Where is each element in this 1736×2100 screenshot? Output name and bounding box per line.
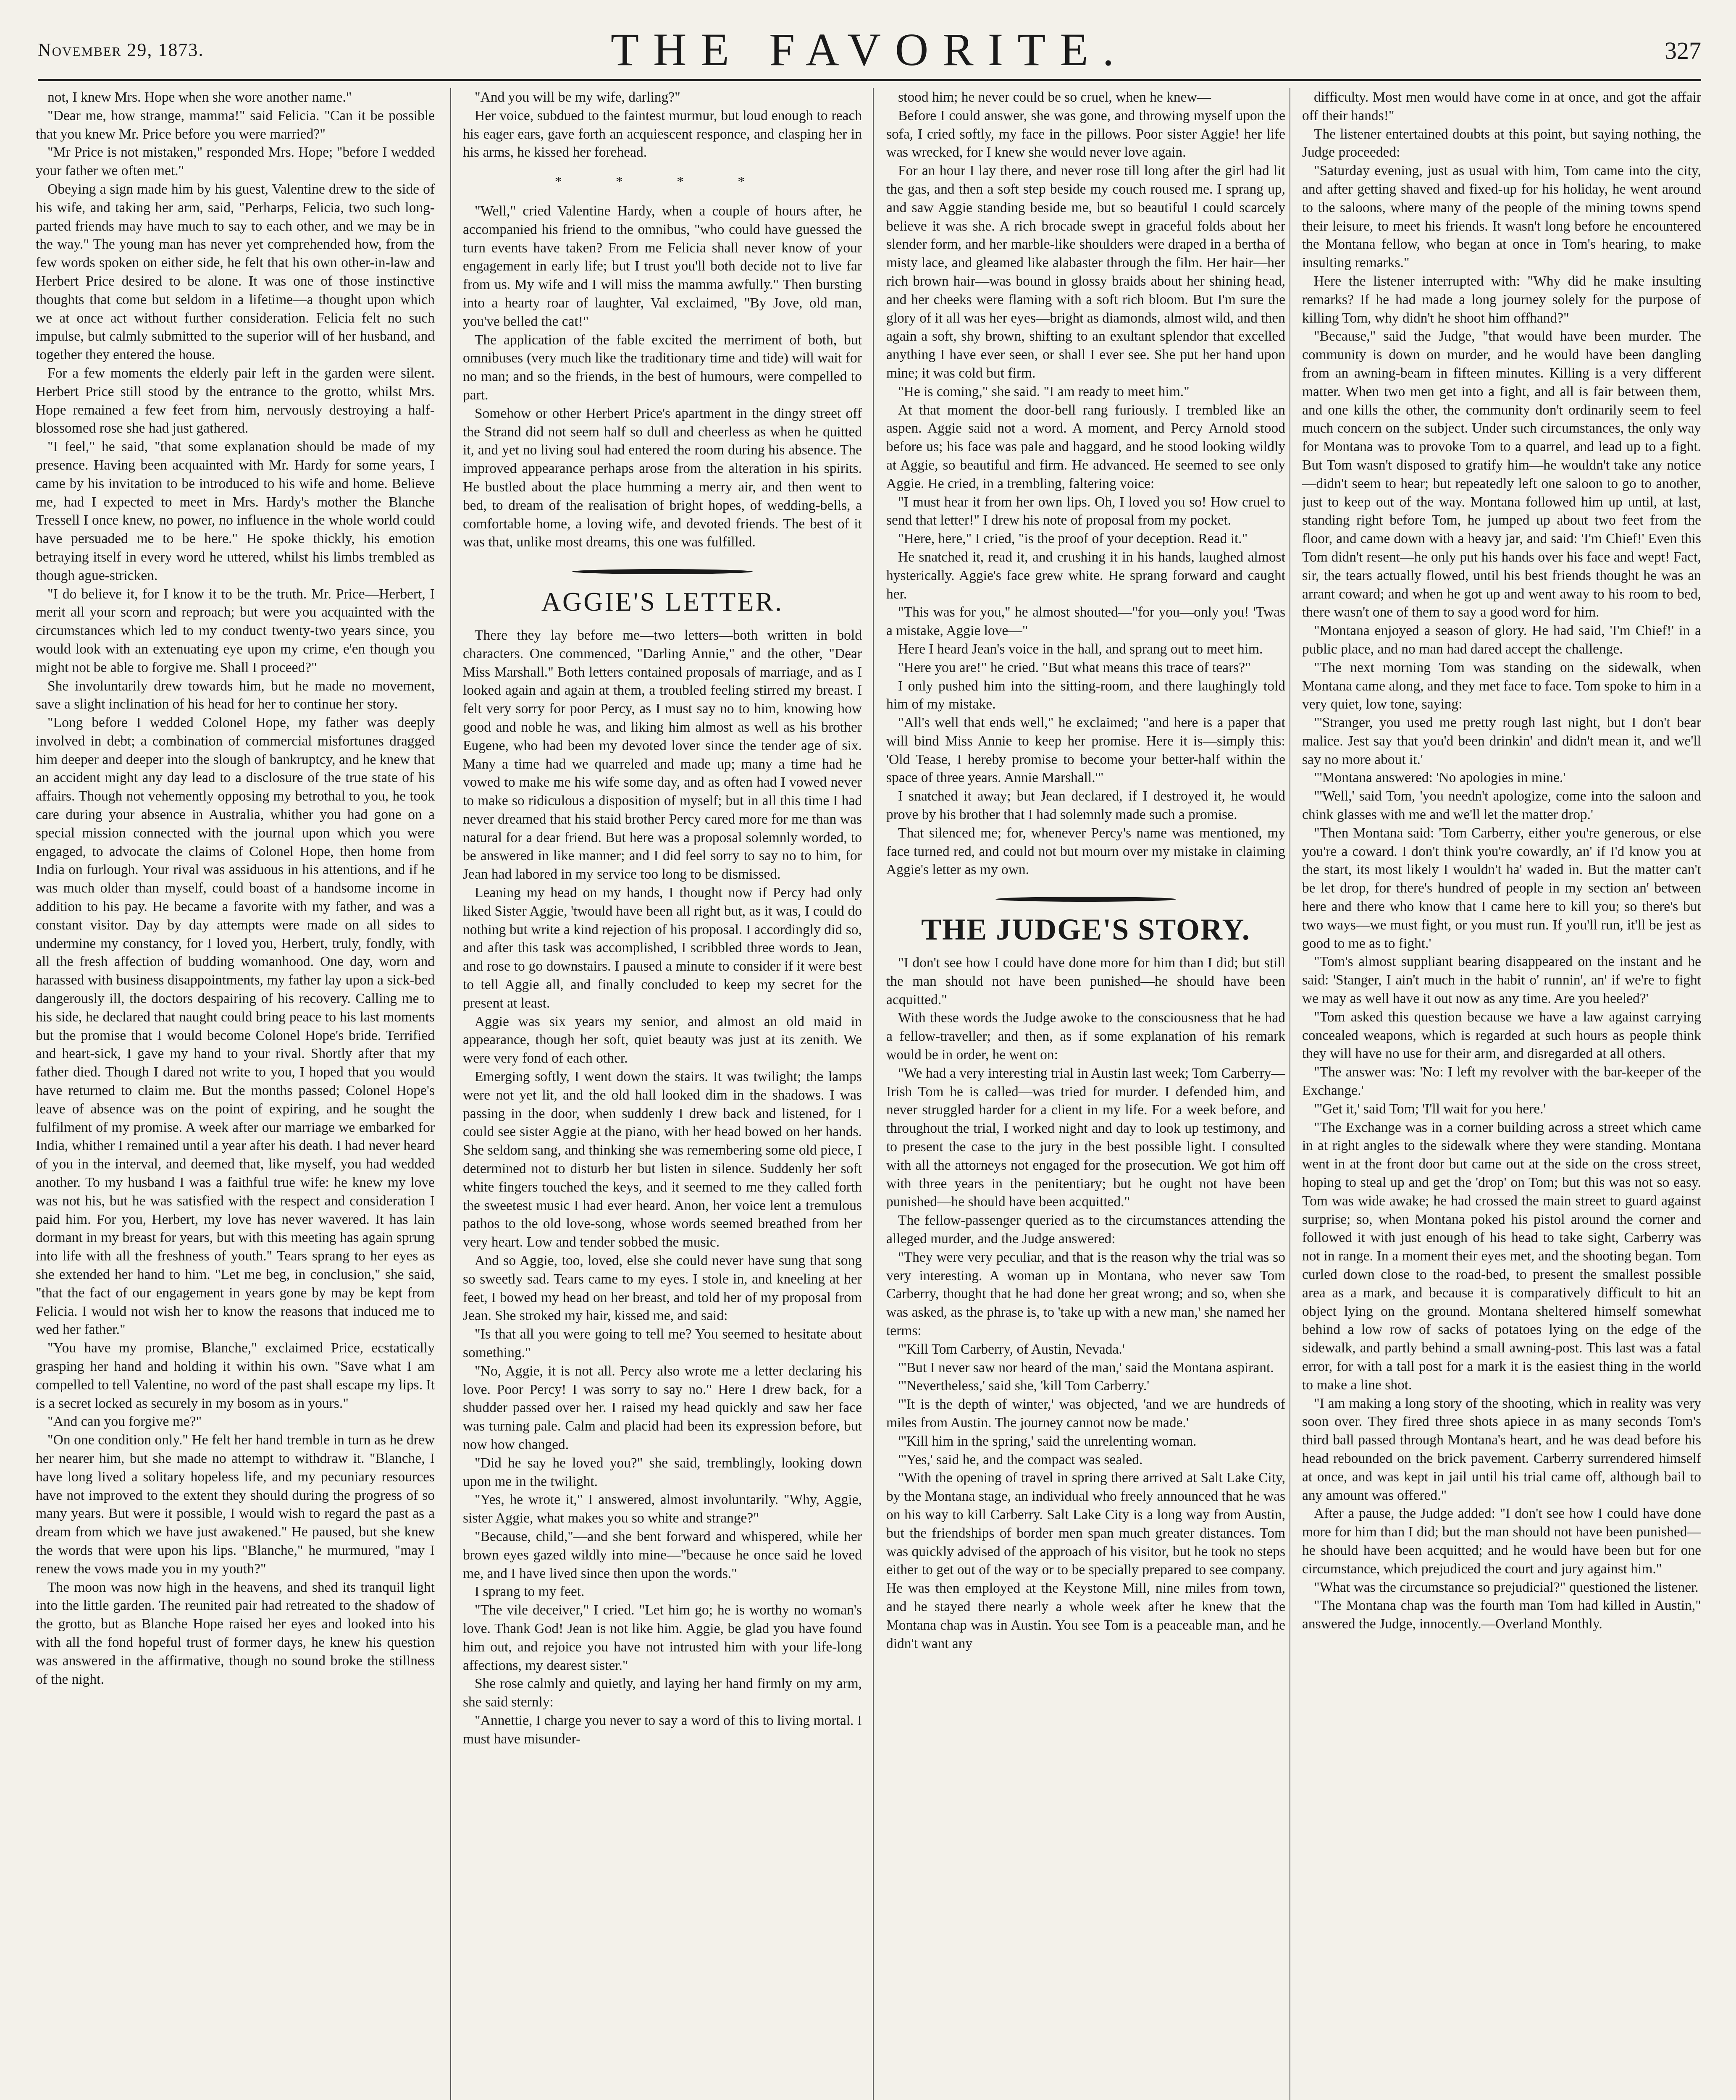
paragraph: Aggie was six years my senior, and almost an old maid in appearance, though her soft, quiet beauty was just at its zenith. We were very fond of each other. bbox=[463, 1013, 862, 1066]
paragraph: Before I could answer, she was gone, and throwing myself upon the sofa, I cried softly, my face in the pillows. Poor sister Aggie! her life was wrecked, for I knew she would never love again. bbox=[886, 108, 1285, 160]
paragraph: "'Stranger, you used me pretty rough last night, but I don't bear malice. Jest say that you'd been drinkin' and didn't mean it, and we'll say no more about it.' bbox=[1302, 715, 1701, 767]
paragraph: "Tom's almost suppliant bearing disappeared on the instant and he said: 'Stanger, I ain't much in the habit o' runnin', an' if we're to fight we may as well have it out now as any time. Are you heeled?' bbox=[1302, 954, 1701, 1007]
story-ending bbox=[463, 88, 862, 162]
aggies-letter-body bbox=[463, 626, 862, 1748]
paragraph: And so Aggie, too, loved, else she could never have sung that song so sweetly sad. Tears came to my eyes. I stole in, and kneeling at her feet, I bowed my head on her breast, and told her of my proposal from Jean. She stroked my hair, kissed me, and said: bbox=[463, 1253, 862, 1324]
paragraph: not, I knew Mrs. Hope when she wore another name." bbox=[47, 89, 352, 105]
paragraph: That silenced me; for, whenever Percy's name was mentioned, my face turned red, and could not but mourn over my mistake in claiming Aggie's letter as my own. bbox=[886, 825, 1285, 878]
paragraph: Obeying a sign made him by his guest, Valentine drew to the side of his wife, and taking her arm, said, "Perharps, Felicia, two such long-parted friends may have much to say to each other, and we may be in the way." The young man has never yet comprehended how, from the few words spoken on either side, he felt that his own other-in-law and Herbert Price desired to be alone. It was one of those instinctive thoughts that come but seldom in a lifetime—a thought upon which we at once act without further consideration. Felicia felt no such impulse, but calmly submitted to the superior will of her husband, and together they entered the house. bbox=[36, 181, 435, 363]
paragraph: "I do believe it, for I know it to be the truth. Mr. Price—Herbert, I merit all your scorn and reproach; but were you acquainted with the circumstances which led to my conduct twenty-two years since, you would look with an extenuating eye upon my crime, e'en though you might not be able to forgive me. Shall I proceed?" bbox=[36, 586, 435, 675]
article-heading-aggies-letter: AGGIE'S LETTER. bbox=[541, 586, 784, 617]
paragraph: "Well," cried Valentine Hardy, when a couple of hours after, he accompanied his friend to the omnibus, "who could have guessed the turn events have taken? From me Felicia shall never know of your engagement in early life; but I trust you'll both decide not to live far from us. My wife and I will miss the mamma awfully." Then bursting into a hearty roar of laughter, Val exclaimed, "By Jove, old man, you've belled the cat!" bbox=[463, 203, 862, 329]
paragraph: Her voice, subdued to the faintest murmur, but loud enough to reach his eager ears, gave forth an acquiescent responce, and clasping her in his arms, he kissed her forehead. bbox=[463, 108, 862, 160]
paragraph: "You have my promise, Blanche," exclaimed Price, ecstatically grasping her hand and holding it within his own. "Save what I am compelled to tell Valentine, no word of the past shall escape my lips. It is a secret locked as securely in my bosom as in yours." bbox=[36, 1340, 435, 1411]
paragraph: "We had a very interesting trial in Austin last week; Tom Carberry—Irish Tom he is called—was tried for murder. I defended him, and never struggled harder for a client in my life. For a week before, and throughout the trial, I worked night and day to look up testimony, and to present the case to the jury in the best possible light. I consulted with all the attorneys not engaged for the prosecution. We got him off with three years in the penitentiary; but he ought not have been punished—he should have been acquitted." bbox=[886, 1065, 1285, 1210]
column-divider bbox=[450, 88, 451, 2100]
paragraph: "They were very peculiar, and that is the reason why the trial was so very interesting. A woman up in Montana, who never saw Tom Carberry, thought that he had done her great wrong; and so, when she was asked, as the phrase is, to 'take up with a new man,' she named her terms: bbox=[886, 1249, 1285, 1339]
masthead bbox=[38, 23, 1701, 82]
paragraph: "On one condition only." He felt her hand tremble in turn as he drew her nearer him, but she made no attempt to withdraw it. "Blanche, I have long lived a solitary hopeless life, and my pecuniary resources have not improved to the extent they should during the progress of so many years. But were it possible, I would wish to regard the past as a dream from which we have just awakened." He paused, but she knew the words that were upon his lips. "Blanche," he murmured, "may I renew the vows made you in my youth?" bbox=[36, 1432, 435, 1577]
paragraph: "Tom asked this question because we have a law against carrying concealed weapons, which is regarded at such hours as people think they will have no use for their arm, and disregarded at all others. bbox=[1302, 1009, 1701, 1062]
paragraph: "Because, child,"—and she bent forward and whispered, while her brown eyes gazed wildly into mine—"because he once said he loved me, and I have lived since then upon the words." bbox=[463, 1528, 862, 1581]
paragraph: For an hour I lay there, and never rose till long after the girl had lit the gas, and then a soft step beside my couch roused me. I sprang up, and saw Aggie standing beside me, but so beautiful I could scarcely believe it was she. A rich brocade swept in graceful folds about her slender form, and her marble-like shoulders were draped in a bertha of misty lace, and gleamed like alabaster through the film. Her hair—her rich brown hair—was bound in glossy braids about her shining head, and her cheeks were flaming with a soft rich bloom. But I'm sure the glory of it all was her eyes—bright as diamonds, almost wild, and then again a soft, shy brown, shifting to an exultant splendor that excelled anything I have ever seen, or shall I ever see. She put her hand upon mine; it was cold but firm. bbox=[886, 163, 1285, 381]
ornamental-rule bbox=[886, 888, 1285, 907]
page-number: 327 bbox=[1665, 37, 1701, 64]
masthead-rule bbox=[38, 79, 1701, 81]
paragraph: "I must hear it from her own lips. Oh, I loved you so! How cruel to send that letter!" I drew his note of proposal from my pocket. bbox=[886, 494, 1285, 528]
paragraph: "All's well that ends well," he exclaimed; "and here is a paper that will bind Miss Annie to keep her promise. Here it is—simply this: 'Old Tease, I hereby promise to become your better-half within the space of three years. Annie Marshall.'" bbox=[886, 715, 1285, 786]
paragraph: "'Kill Tom Carberry, of Austin, Nevada.' bbox=[898, 1341, 1125, 1357]
paragraph: "And can you forgive me?" bbox=[47, 1414, 202, 1430]
paragraph: "The answer was: 'No: I left my revolver with the bar-keeper of the Exchange.' bbox=[1302, 1064, 1701, 1099]
column-2 bbox=[463, 88, 862, 2100]
column-4 bbox=[1302, 88, 1701, 2100]
paragraph: Emerging softly, I went down the stairs. It was twilight; the lamps were not yet lit, and the old hall looked dim in the shadows. I was passing in the door, when suddenly I drew back and listened, for I could see sister Aggie at the piano, with her head bowed on her hands. She seldom sang, and thinking she was remembering some old piece, I determined not to disturb her but listen in silence. Suddenly her soft white fingers touched the keys, and it seemed to me they called forth the sweetest music I had ever heard. Anon, her voice lent a tremulous pathos to the old love-song, whose words seemed breathed from her very heart. Low and tender sobbed the music. bbox=[463, 1069, 862, 1250]
paragraph: stood him; he never could be so cruel, when he knew— bbox=[898, 89, 1211, 105]
column-3 bbox=[886, 88, 1285, 2100]
paragraph: "The Montana chap was the fourth man Tom had killed in Austin," answered the Judge, innocently.—Overland Monthly. bbox=[1302, 1598, 1701, 1632]
paragraph: Here I heard Jean's voice in the hall, and sprang out to meet him. bbox=[898, 641, 1263, 657]
paragraph: Here the listener interrupted with: "Why did he make insulting remarks? If he had made a long journey solely for the purpose of killing Tom, why didn't he shoot him offhand?" bbox=[1302, 273, 1701, 326]
paragraph: "Because," said the Judge, "that would have been murder. The community is down on murder, and he would have been dangling from an awning-beam in fifteen minutes. Killing is a very different matter. When two men get into a fight, and all is fair between them, and one kills the other, the community don't ordinarily seem to feel much concern on the subject. Under such circumstances, the only way for Montana was to provoke Tom to a quarrel, and lead up to a fight. But Tom wasn't disposed to gratify him—he wouldn't take any notice—didn't seem to hear; but repeatedly left one saloon to go to another, just to keep out of the way. Montana followed him up until, at last, standing right before Tom, he jumped up about two feet from the floor, and came down with a heavy jar, and said: 'I'm Chief!' Even this Tom didn't resent—he only put his hands over his face and wept! Fact, sir, the tears actually flowed, until his best friends thought he was an arrant coward; and when he got up and went away to his room to bed, there wasn't one of them to say a good word for him. bbox=[1302, 328, 1701, 620]
paragraph: "Then Montana said: 'Tom Carberry, either you're generous, or else you're a coward. I don't think you're cowardly, an' if I'd know you at the start, its most likely I wouldn't ha' waded in. But the matter can't be let drop, for there's hundred of people in my section an' between here and there who know that I came here to kill you; so there's but two ways—we must fight, or you must run. If you'll run, it'll be jest as good to me as to fight.' bbox=[1302, 825, 1701, 951]
paragraph: I snatched it away; but Jean declared, if I destroyed it, he would prove by his brother that I had solemnly made such a promise. bbox=[886, 788, 1285, 823]
paragraph: "Dear me, how strange, mamma!" said Felicia. "Can it be possible that you knew Mr. Price before you were married?" bbox=[36, 108, 435, 142]
paragraph: difficulty. Most men would have come in at once, and got the affair off their hands!" bbox=[1302, 89, 1701, 123]
paragraph: "Did he say he loved you?" she said, tremblingly, looking down upon me in the twilight. bbox=[463, 1455, 862, 1489]
paragraph: "Annettie, I charge you never to say a word of this to living mortal. I must have misunder- bbox=[463, 1712, 862, 1747]
paragraph: Leaning my head on my hands, I thought now if Percy had only liked Sister Aggie, 'twould have been all right but, as it was, I could do nothing but write a kind rejection of his proposal. I accordingly did so, and after this task was accomplished, I scribbled three words to Jean, and rose to go downstairs. I paused a minute to consider if it were best to tell Aggie all, and finally concluded to keep my secret for the present at least. bbox=[463, 885, 862, 1011]
paragraph: "Yes, he wrote it," I answered, almost involuntarily. "Why, Aggie, sister Aggie, what makes you so white and strange?" bbox=[463, 1492, 862, 1526]
paragraph: The listener entertained doubts at this point, but saying nothing, the Judge proceeded: bbox=[1302, 126, 1701, 160]
paragraph: "Here you are!" he cried. "But what means this trace of tears?" bbox=[898, 659, 1251, 675]
newspaper-title: THE FAVORITE. bbox=[610, 24, 1129, 75]
paragraph: The application of the fable excited the merriment of both, but omnibuses (very much like the traditionary time and tide) will wait for no man; and so the friends, in the best of humours, were compelled to part. bbox=[463, 332, 862, 403]
story-continuation bbox=[36, 88, 435, 1688]
paragraph: "'Well,' said Tom, 'you needn't apologize, come into the saloon and chink glasses with me and we'll let the matter drop.' bbox=[1302, 788, 1701, 823]
paragraph: "Is that all you were going to tell me? You seemed to hesitate about something." bbox=[463, 1326, 862, 1360]
aggies-letter-continued bbox=[886, 88, 1285, 879]
paragraph: "With the opening of travel in spring there arrived at Salt Lake City, by the Montana stage, an individual who freely announced that he was on his way to kill Carberry. Salt Lake City is a long way from Austin, but the friendships of border men span much greater distances. Tom was quickly advised of the approach of his visitor, but he took no steps either to get out of the way or to be specially prepared to see company. He was then employed at the Keystone Mill, nine miles from town, and he stayed there nearly a whole week after he knew that the Montana chap was in Austin. You see Tom is a peaceable man, and he didn't want any bbox=[886, 1470, 1285, 1651]
column-1 bbox=[36, 88, 435, 2100]
paragraph: With these words the Judge awoke to the consciousness that he had a fellow-traveller; and then, as if some explanation of his remark would be in order, he went on: bbox=[886, 1010, 1285, 1063]
paragraph: She involuntarily drew towards him, but he made no movement, save a slight inclination of his head for her to continue her story. bbox=[36, 678, 435, 712]
paragraph: "I am making a long story of the shooting, which in reality was very soon over. They fired three shots apiece in as many seconds Tom's third ball passed through Montana's heart, and he was dead before his head rebounded on the brick pavement. Carberry surrendered himself at once, and was kept in jail until his trial came off, although bail to any amount was offered." bbox=[1302, 1395, 1701, 1503]
paragraph: "Long before I wedded Colonel Hope, my father was deeply involved in debt; a combination of commercial misfortunes dragged him deeper and deeper into the slough of bankruptcy, and he knew that an accident might any day lead to a disclosure of the true state of his affairs. Though not vehemently opposing my betrothal to you, he took care during your absence in Australia, whither you had gone on a special mission connected with the journal upon which you were engaged, to advocate the claims of Colonel Hope, then home from India on furlough. Your rival was assiduous in his attentions, and if he was much older than myself, could boast of a handsome income in addition to his pay. He became a favorite with my father, and was a constant visitor. Day by day attempts were made on all sides to undermine my constancy, for I loved you, Herbert, truly, fondly, with all the fresh affection of budding womanhood. One day, worn and harassed with business disappointments, my father lay upon a sick-bed dangerously ill, the doctors despairing of his recovery. Calling me to his side, he declared that naught could bring peace to his last moments but the promise that I would become Colonel Hope's bride. Terrified and heart-sick, I gave my hand to your rival. Shortly after that my father died. Though I dared not write to you, I hoped that you would have returned to claim me. But the months passed; Colonel Hope's leave of absence was on the point of expiring, and he sought the fulfilment of my promise. A week after our marriage we embarked for India, whither I remained until a year after his death. I had never heard of you in the interval, and deemed that, like myself, you had wedded another. To my husband I was a faithful true wife: he knew my love was not his, but he was satisfied with the respect and consideration I paid him. For you, Herbert, my love has never wavered. It has lain dormant in my breast for years, but with this meeting has again sprung into life with all the freshness of youth." Tears sprang to her eyes as she extended her hand to him. "Let me beg, in conclusion," she said, "that the fact of our engagement in years gone by may be kept from Felicia. I would not wish her to know the reasons that induced me to wed her father." bbox=[36, 715, 435, 1338]
paragraph: I only pushed him into the sitting-room, and there laughingly told him of my mistake. bbox=[886, 678, 1285, 712]
paragraph: "'But I never saw nor heard of the man,' said the Montana aspirant. bbox=[898, 1360, 1274, 1376]
ornamental-rule bbox=[463, 561, 862, 579]
story-ending-continued bbox=[463, 202, 862, 551]
paragraph: "He is coming," she said. "I am ready to meet him." bbox=[898, 383, 1190, 399]
paragraph: "'Yes,' said he, and the compact was sealed. bbox=[898, 1452, 1143, 1467]
paragraph: I sprang to my feet. bbox=[475, 1584, 585, 1600]
column-divider bbox=[873, 88, 874, 2100]
paragraph: "This was for you," he almost shouted—"for you—only you! 'Twas a mistake, Aggie love—" bbox=[886, 604, 1285, 639]
paragraph: "Here, here," I cried, "is the proof of your deception. Read it." bbox=[898, 531, 1248, 547]
paragraph: The moon was now high in the heavens, and shed its tranquil light into the little garden. The reunited pair had retreated to the shadow of the grotto, but as Blanche Hope raised her eyes and looked into his with all the fond hopeful trust of former days, he knew his question was answered in the affirmative, though no sound broke the stillness of the night. bbox=[36, 1579, 435, 1687]
paragraph: At that moment the door-bell rang furiously. I trembled like an aspen. Aggie said not a word. A moment, and Percy Arnold stood before us; his face was pale and haggard, and he stood looking wildly at Aggie, so beautiful and firm. He advanced. He seemed to see only Aggie. He cried, in a trembling, faltering voice: bbox=[886, 402, 1285, 491]
paragraph: "Montana enjoyed a season of glory. He had said, 'I'm Chief!' in a public place, and no man had dared accept the challenge. bbox=[1302, 623, 1701, 657]
paragraph: "'It is the depth of winter,' was objected, 'and we are hundreds of miles from Austin. The journey cannot now be made.' bbox=[886, 1396, 1285, 1431]
section-break-stars: * * * * bbox=[554, 174, 770, 190]
paragraph: There they lay before me—two letters—both written in bold characters. One commenced, "Darling Annie," and the other, "Dear Miss Marshall." Both letters contained proposals of marriage, and as I looked again and again at them, a troubled feeling stirred my breast. I felt very sorry for poor Percy, as I must say no to him, knowing how good and noble he was, and liking him almost as well as his brother Eugene, who had been my devoted lover since the tender age of six. Many a time had we quarreled and made up; many a time had he vowed to make me his wife some day, and as often had I vowed never to make so ridiculous a disposition of myself; but in all this time I had never dreamed that his staid brother Percy cared more for me than was natural for a dear friend. But here was a proposal solemnly worded, to be answered in like manner; and I did feel sorry to say no to him, for Jean had labored in my service too long to be dismissed. bbox=[463, 627, 862, 882]
paragraph: "Saturday evening, just as usual with him, Tom came into the city, and after getting shaved and fixed-up for his holiday, he went around to the saloons, where many of the people of the mining towns spend their leisure, to meet his friends. It wasn't long before he encountered the Montana fellow, who began at once in Tom's hearing, to make insulting remarks." bbox=[1302, 163, 1701, 271]
judges-story-continued bbox=[1302, 88, 1701, 1633]
paragraph: After a pause, the Judge added: "I don't see how I could have done more for him than I did; but the man should not have been punished—he should have been acquitted; and he would have been but for one circumstance, which prejudiced the court and jury against him." bbox=[1302, 1506, 1701, 1577]
paragraph: For a few moments the elderly pair left in the garden were silent. Herbert Price still stood by the entrance to the grotto, whilst Mrs. Hope remained a few feet from him, nervously destroying a half-blossomed rose she had just gathered. bbox=[36, 365, 435, 436]
paragraph: "No, Aggie, it is not all. Percy also wrote me a letter declaring his love. Poor Percy! I was sorry to say no." Here I drew back, for a shudder passed over her. I raised my head quickly and saw her face was turning pale. Calm and placid had been its expression before, but now how changed. bbox=[463, 1363, 862, 1452]
paragraph: "Mr Price is not mistaken," responded Mrs. Hope; "before I wedded your father we often met." bbox=[36, 144, 435, 179]
issue-date: November 29, 1873. bbox=[38, 39, 204, 60]
paragraph: "The Exchange was in a corner building across a street which came in at right angles to the sidewalk where they were standing. Montana went in at the front door but came out at the side on the cross street, hoping to steal up and get the 'drop' on Tom; but this was not so easy. Tom was wide awake; he had crossed the main street to guard against surprise; so, when Montana poked his pistol around the corner and followed it with just enough of his head to take sight, Carberry was not in range. In a moment their eyes met, and the shooting began. Tom curled down close to the road-bed, to present the smallest possible area as a mark, and because it is comparatively difficult to hit an object lying on the ground. Montana sheltered himself somewhat behind a low row of sacks of potatoes lying on the edge of the sidewalk, and partly behind a small awning-post. This last was a fatal error, for with a tall post for a mark it is the easiest thing in the world to make a line shot. bbox=[1302, 1119, 1701, 1393]
paragraph: She rose calmly and quietly, and laying her hand firmly on my arm, she said sternly: bbox=[463, 1676, 862, 1710]
paragraph: "The vile deceiver," I cried. "Let him go; he is worthy no woman's love. Thank God! Jean is not like him. Aggie, be glad you have found him out, and rejoice you have not intrusted him with your life-long affections, my dearest sister." bbox=[463, 1602, 862, 1673]
paragraph: The fellow-passenger queried as to the circumstances attending the alleged murder, and the Judge answered: bbox=[886, 1213, 1285, 1247]
paragraph: "'Get it,' said Tom; 'I'll wait for you here.' bbox=[1314, 1101, 1546, 1117]
paragraph: Somehow or other Herbert Price's apartment in the dingy street off the Strand did not seem half so dull and cheerless as when he quitted it, and yet no living soul had entered the room during his absence. The improved appearance perhaps arose from the alteration in his spirits. He bustled about the place humming a merry air, and then went to bed, to dream of the realisation of bright hopes, of wedding-bells, a comfortable home, a loving wife, and devoted friends. The best of it was that, unlike most dreams, this one was fulfilled. bbox=[463, 405, 862, 550]
paragraph: "The next morning Tom was standing on the sidewalk, when Montana came along, and they met face to face. Tom spoke to him in a very quiet, low tone, saying: bbox=[1302, 659, 1701, 712]
paragraph: "And you will be my wife, darling?" bbox=[475, 89, 680, 105]
paragraph: "I don't see how I could have done more for him than I did; but still the man should not have been punished—he should have been acquitted." bbox=[886, 955, 1285, 1008]
paragraph: "'Nevertheless,' said she, 'kill Tom Carberry.' bbox=[898, 1378, 1150, 1394]
paragraph: "'Kill him in the spring,' said the unrelenting woman. bbox=[898, 1433, 1197, 1449]
article-heading-judges-story: THE JUDGE'S STORY. bbox=[921, 913, 1250, 947]
paragraph: He snatched it, read it, and crushing it in his hands, laughed almost hysterically. Aggie's face grew white. He sprang forward and caught her. bbox=[886, 549, 1285, 602]
paragraph: "'Montana answered: 'No apologies in mine.' bbox=[1314, 770, 1566, 786]
judges-story-body bbox=[886, 954, 1285, 1653]
paragraph: "I feel," he said, "that some explanation should be made of my presence. Having been acquainted with Mr. Hardy for some years, I came by his invitation to be introduced to his wife and home. Believe me, had I expected to meet in Mrs. Hardy's mother the Blanche Tressell I once knew, no power, no influence in the whole world could have persuaded me to be here." He spoke thickly, his emotion betraying itself in every word he uttered, whilst his limbs trembled as though ague-stricken. bbox=[36, 439, 435, 583]
paragraph: "What was the circumstance so prejudicial?" questioned the listener. bbox=[1314, 1579, 1699, 1595]
